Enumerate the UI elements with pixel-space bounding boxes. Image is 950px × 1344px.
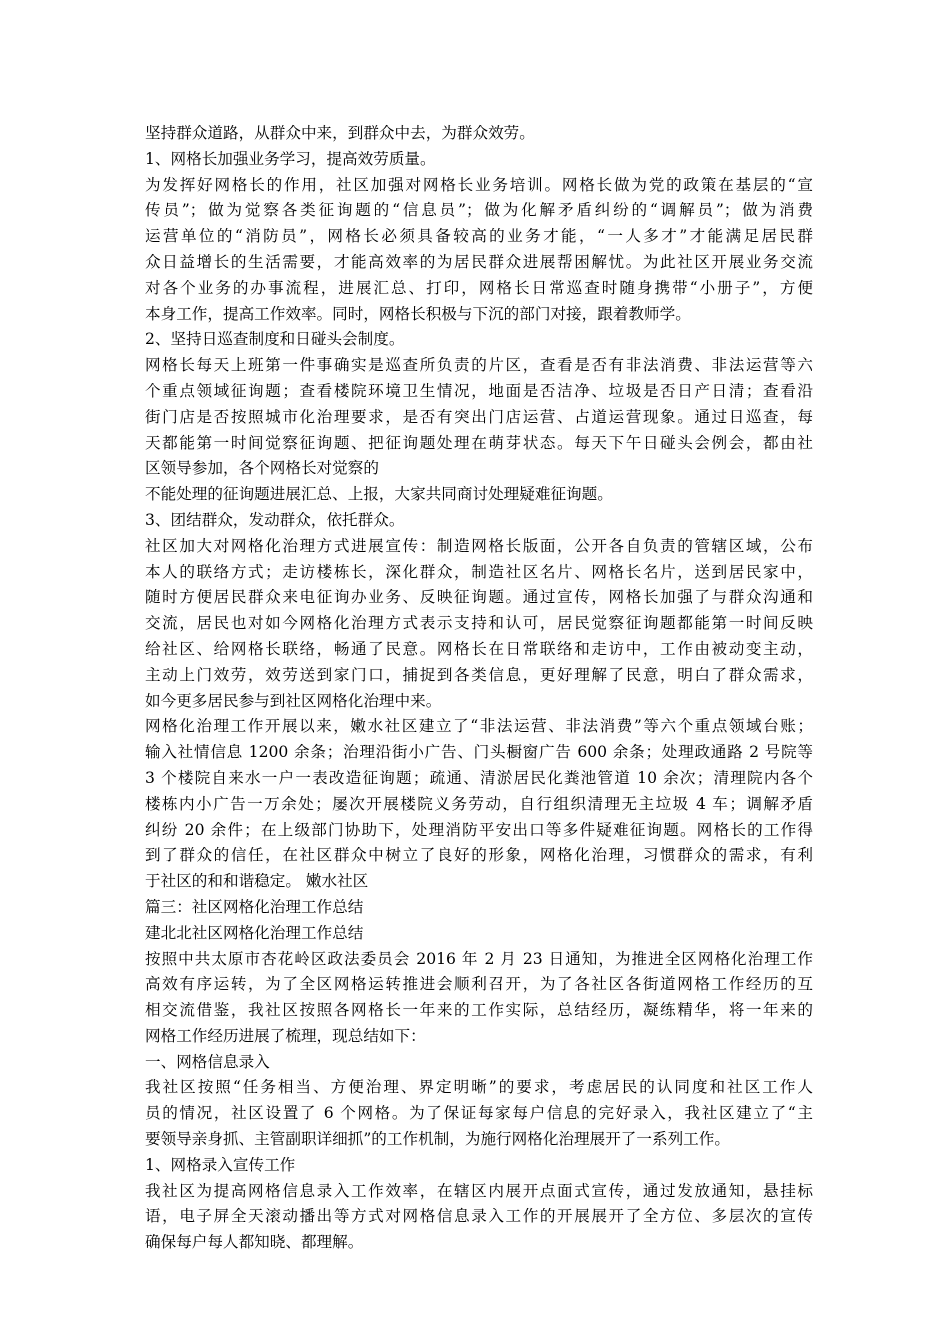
text-line: 本人的联络方式；走访楼栋长，深化群众，制造社区名片、网格长名片，送到居民家中，: [145, 562, 813, 581]
text-line: 街门店是否按照城市化治理要求，是否有突出门店运营、占道运营现象。通过日巡查，每: [145, 407, 813, 426]
text-line: 纠纷 20 余件；在上级部门协助下，处理消防平安出口等多件疑难征询题。网格长的工作得: [145, 820, 813, 839]
text-line: 按照中共太原市杏花岭区政法委员会 2016 年 2 月 23 日通知，为推进全区网格化治理工作: [145, 949, 813, 968]
text-line: 3 个楼院自来水一户一表改造征询题；疏通、清淤居民化粪池管道 10 余次；清理院内各个: [145, 768, 813, 787]
text-line: 网格长每天上班第一件事确实是巡查所负责的片区，查看是否有非法消费、非法运营等六: [145, 356, 813, 375]
text-line: 社区加大对网格化治理方式进展宣传：制造网格长版面，公开各自负责的管辖区域，公布: [145, 536, 813, 555]
text-line: 我社区为提高网格信息录入工作效率，在辖区内展开点面式宣传，通过发放通知，悬挂标: [145, 1181, 813, 1200]
text-line: 篇三：社区网格化治理工作总结: [145, 897, 364, 916]
text-line: 天都能第一时间觉察征询题、把征询题处理在萌芽状态。每天下午日碰头会例会，都由社: [145, 433, 813, 452]
text-line: 坚持群众道路，从群众中来，到群众中去，为群众效劳。: [145, 124, 535, 142]
text-line: 1、网格长加强业务学习，提高效劳质量。: [145, 149, 436, 168]
text-line: 一、网格信息录入: [145, 1052, 270, 1071]
text-line: 语，电子屏全天滚动播出等方式对网格信息录入工作的开展展开了全方位、多层次的宣传: [145, 1207, 813, 1226]
text-line: 随时方便居民群众来电征询办业务、反映征询题。通过宣传，网格长加强了与群众沟通和: [145, 588, 813, 607]
text-line: 交流，居民也对如今网格化治理方式表示支持和认可，居民觉察征询题都能第一时间反映: [145, 614, 813, 633]
text-line: 众日益增长的生活需要，才能高效率的为居民群众进展帮困解忧。为此社区开展业务交流: [145, 252, 813, 271]
text-line: 不能处理的征询题进展汇总、上报，大家共同商讨处理疑难征询题。: [145, 485, 613, 504]
text-line: 于社区的和和谐稳定。 嫩水社区: [145, 872, 369, 891]
text-line: 到了群众的信任，在社区群众中树立了良好的形象，网格化治理，习惯群众的需求，有利: [145, 846, 813, 865]
text-line: 1、网格录入宣传工作: [145, 1155, 296, 1174]
text-line: 运营单位的“消防员”，网格长必须具备较高的业务才能，“一人多才”才能满足居民群: [145, 227, 813, 246]
text-line: 确保每户每人都知晓、都理解。: [145, 1233, 364, 1252]
text-line: 相交流借鉴，我社区按照各网格长一年来的工作实际，总结经历，凝练精华，将一年来的: [145, 1001, 813, 1020]
text-line: 传员”；做为觉察各类征询题的“信息员”；做为化解矛盾纠纷的“调解员”；做为消费: [145, 201, 813, 220]
text-line: 个重点领域征询题；查看楼院环境卫生情况，地面是否洁净、垃圾是否日产日清；查看沿: [145, 381, 813, 400]
text-line: 员的情况，社区设置了 6 个网格。为了保证每家每户信息的完好录入，我社区建立了“主: [145, 1104, 813, 1123]
text-line: 主动上门效劳，效劳送到家门口，捕捉到各类信息，更好理解了民意，明白了群众需求，: [145, 665, 813, 684]
text-line: 为发挥好网格长的作用，社区加强对网格长业务培训。网格长做为党的政策在基层的“宣: [145, 175, 813, 194]
text-line: 要领导亲身抓、主管副职详细抓”的工作机制，为施行网格化治理展开了一系列工作。: [145, 1130, 730, 1149]
text-line: 3、团结群众，发动群众，依托群众。: [145, 510, 405, 529]
document-page: [145, 121, 813, 1256]
text-line: 我社区按照“任务相当、方便治理、界定明晰”的要求，考虑居民的认同度和社区工作人: [145, 1078, 813, 1097]
text-line: 高效有序运转，为了全区网格运转推进会顺利召开，为了各社区各街道网格工作经历的互: [145, 975, 813, 994]
text-line: 本身工作，提高工作效率。同时，网格长积极与下沉的部门对接，跟着教师学。: [145, 304, 691, 323]
text-line: 如今更多居民参与到社区网格化治理中来。: [145, 691, 442, 710]
text-line: 建北北社区网格化治理工作总结: [145, 923, 364, 942]
text-line: 区领导参加，各个网格长对觉察的: [145, 459, 379, 478]
text-line: 2、坚持日巡查制度和日碰头会制度。: [145, 330, 405, 349]
text-line: 网格工作经历进展了梳理，现总结如下：: [145, 1026, 426, 1045]
text-line: 给社区、给网格长联络，畅通了民意。网格长在日常联络和走访中，工作由被动变主动，: [145, 639, 813, 658]
text-line: 对各个业务的办事流程，进展汇总、打印，网格长日常巡查时随身携带“小册子”，方便: [145, 278, 813, 297]
text-line: 输入社情信息 1200 余条；治理沿街小广告、门头橱窗广告 600 余条；处理政通路 2 号院等: [145, 743, 813, 762]
text-line: 网格化治理工作开展以来，嫩水社区建立了“非法运营、非法消费”等六个重点领域台账；: [145, 717, 813, 736]
text-line: 楼栋内小广告一万余处；屡次开展楼院义务劳动，自行组织清理无主垃圾 4 车；调解矛盾: [145, 794, 813, 813]
